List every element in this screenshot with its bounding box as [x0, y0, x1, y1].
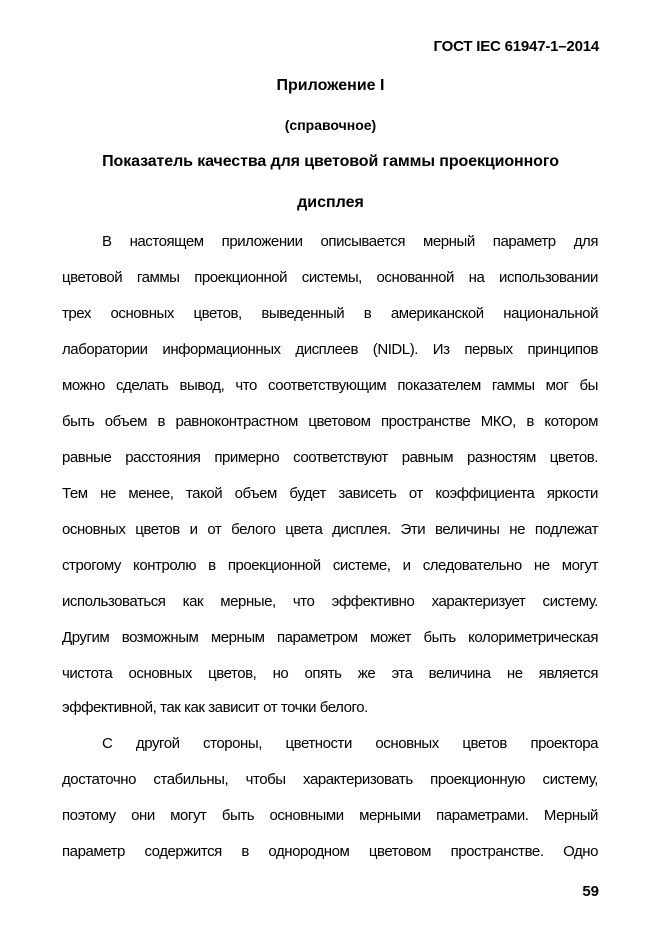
standard-code: ГОСТ IEC 61947-1–2014: [433, 38, 599, 55]
paragraph-line: поэтому они могут быть основными мерными параметрами. Мерный: [62, 807, 598, 824]
section-heading: Показатель качества для цветовой гаммы проекционного: [102, 153, 559, 170]
paragraph-line: эффективной, так как зависит от точки белого.: [62, 699, 368, 716]
paragraph-line: трех основных цветов, выведенный в американской национальной: [62, 305, 598, 322]
paragraph-line: быть объем в равноконтрастном цветовом пространстве МКО, в котором: [62, 413, 598, 430]
page-number: 59: [582, 883, 599, 900]
section-heading-continuation: дисплея: [297, 194, 364, 211]
paragraph-line: Другим возможным мерным параметром может быть колориметрическая: [62, 629, 598, 646]
paragraph-line: можно сделать вывод, что соответствующим показателем гаммы мог бы: [62, 377, 598, 394]
paragraph-line: Тем не менее, такой объем будет зависеть от коэффициента яркости: [62, 485, 598, 502]
paragraph-line: использоваться как мерные, что эффективно характеризует систему.: [62, 593, 598, 610]
paragraph-line: В настоящем приложении описывается мерный параметр для: [102, 233, 598, 250]
paragraph-line: основных цветов и от белого цвета дисплея. Эти величины не подлежат: [62, 521, 598, 538]
paragraph-line: равные расстояния примерно соответствуют равным разностям цветов.: [62, 449, 598, 466]
appendix-title: Приложение I: [276, 77, 385, 94]
paragraph-line: строгому контролю в проекционной системе, и следовательно не могут: [62, 557, 598, 574]
paragraph-line: чистота основных цветов, но опять же эта величина не является: [62, 665, 598, 682]
paragraph-line: С другой стороны, цветности основных цветов проектора: [102, 735, 598, 752]
appendix-type: (справочное): [284, 117, 377, 133]
paragraph-line: цветовой гаммы проекционной системы, основанной на использовании: [62, 269, 598, 286]
paragraph-line: параметр содержится в однородном цветовом пространстве. Одно: [62, 843, 598, 860]
paragraph-line: лаборатории информационных дисплеев (NIDL). Из первых принципов: [62, 341, 598, 358]
paragraph-line: достаточно стабильны, чтобы характеризовать проекционную систему,: [62, 771, 598, 788]
